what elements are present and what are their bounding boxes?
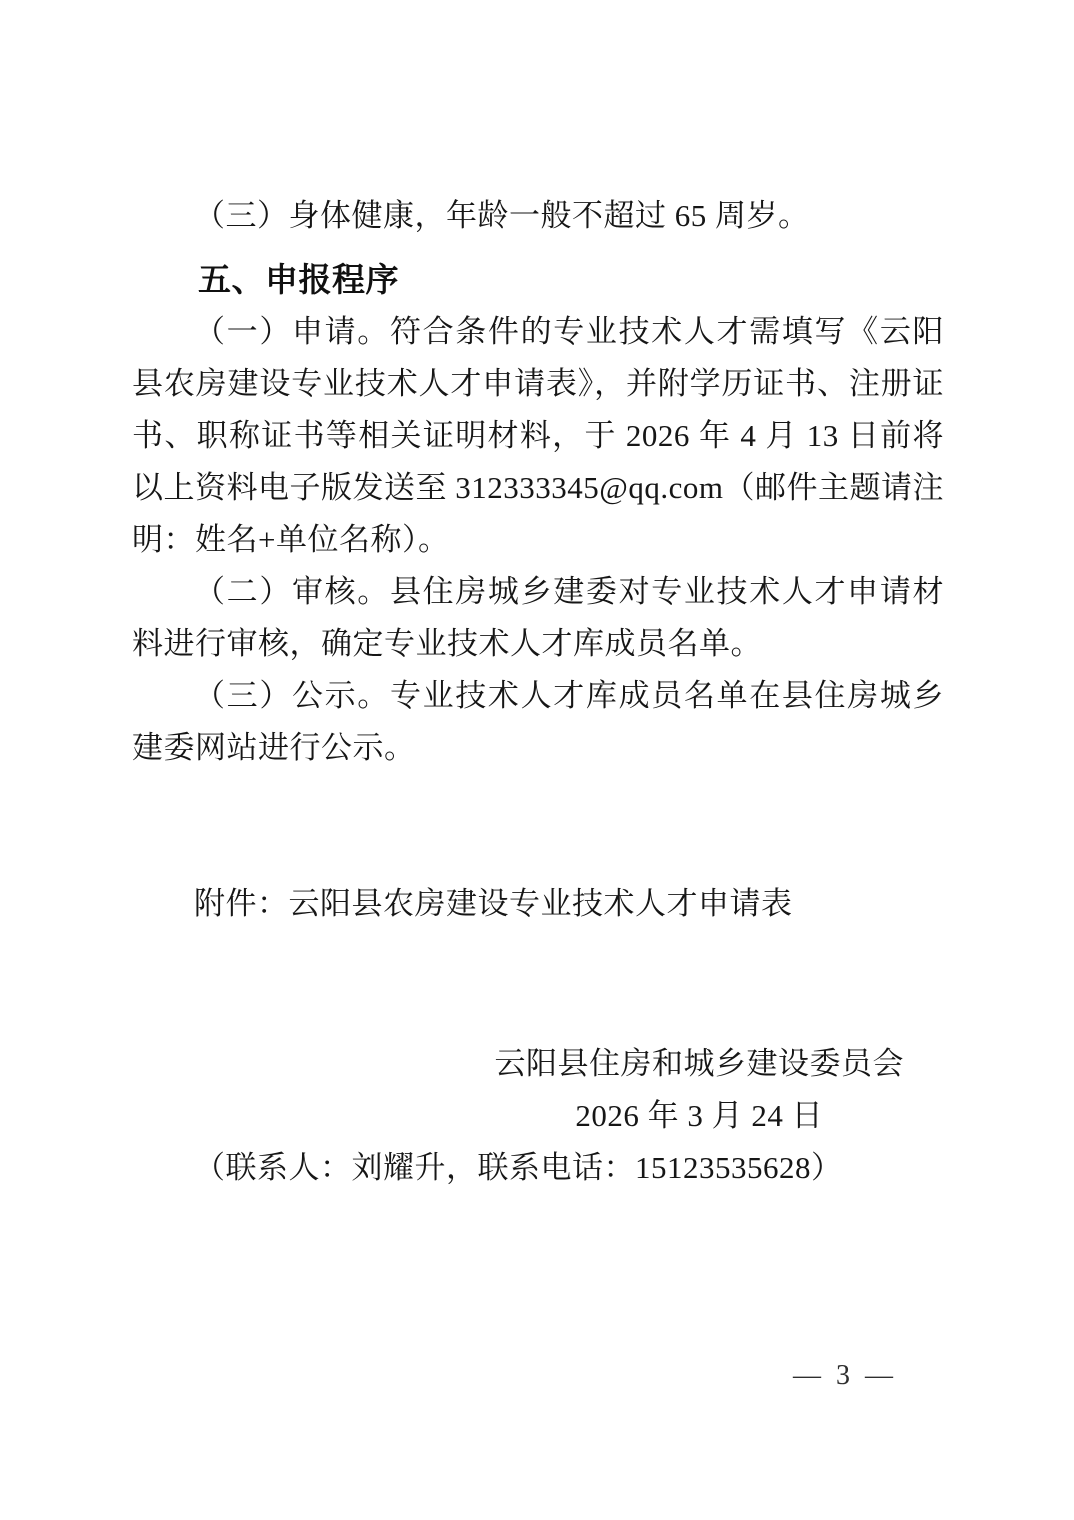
page-number: — 3 — [793,1360,897,1391]
clause-health: （三）身体健康，年龄一般不超过 65 周岁。 [194,198,810,233]
paragraph-publicity: （三）公示。专业技术人才库成员名单在县住房城乡建委网站进行公示。 [132,678,944,765]
contact-line: （联系人：刘耀升，联系电话：15123535628） [194,1150,843,1185]
signature-inner [495,1038,905,1142]
paragraph-review: （二）审核。县住房城乡建委对专业技术人才申请材料进行审核，确定专业技术人才库成员名单。 [132,574,944,661]
document-body [132,190,944,1194]
section-heading-application-procedure: 五、申报程序 [198,261,399,298]
paragraph-application: （一）申请。符合条件的专业技术人才需填写《云阳县农房建设专业技术人才申请表》，并附学历证书、注册证书、职称证书等相关证明材料，于 2026 年 4 月 13 日前将以上资料电子版发送至 312333345@qq.com（邮件主题请注明：姓名+单位名称）。 [132,314,944,557]
signature-organization: 云阳县住房和城乡建设委员会 [494,1046,904,1081]
signature-block [132,1038,944,1142]
signature-date: 2026 年 3 月 24 日 [575,1098,824,1133]
attachment-line: 附件：云阳县农房建设专业技术人才申请表 [194,886,793,921]
